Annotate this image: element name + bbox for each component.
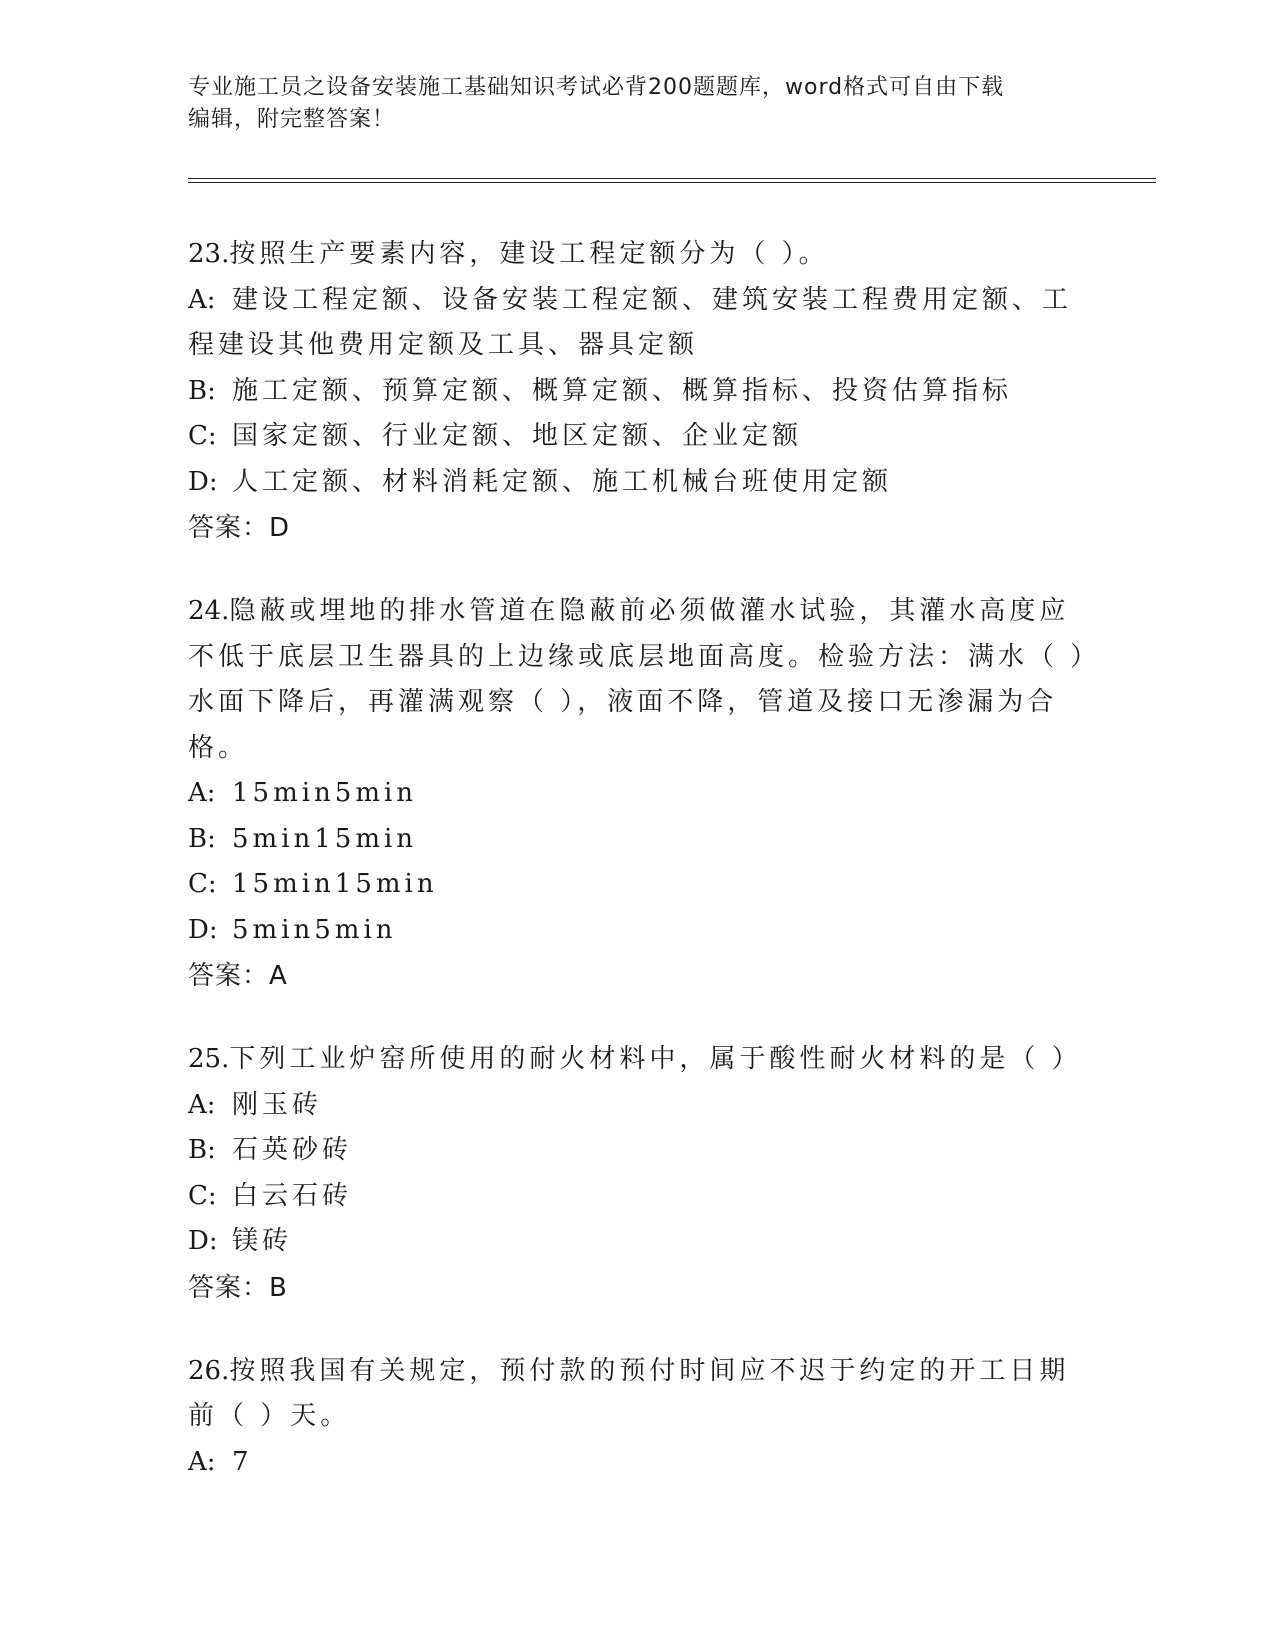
answer: 答案：B [188,1272,288,1303]
option-text: 施工定额、预算定额、概算定额、概算指标、投资估算指标 [232,375,1013,406]
option-d [188,908,1088,954]
option-b [188,1128,1088,1174]
question-number: 26. [188,1355,230,1386]
question-26 [188,1349,1088,1486]
option-a [188,771,1088,817]
option-text: 石英砂砖 [232,1135,353,1165]
question-23 [188,232,1088,551]
option-key: B: [188,823,216,854]
question-stem [188,1349,1088,1440]
question-text: 隐蔽或埋地的排水管道在隐蔽前必须做灌水试验，其灌水高度应不低于底层卫生器具的上边缘或底层地面高度。检验方法：满水（ ）水面下降后，再灌满观察（ ），液面不降，管道及接口无渗漏为合格。 [188,596,1088,763]
option-text: 人工定额、材料消耗定额、施工机械台班使用定额 [232,466,893,497]
question-list [188,232,1088,1523]
option-a [188,1440,1088,1486]
question-stem [188,232,1088,278]
question-number: 25. [188,1044,230,1074]
option-text: 15min5min [232,778,418,808]
option-key: B: [188,1135,216,1165]
option-d [188,1219,1088,1265]
header-line-1: 专业施工员之设备安装施工基础知识考试必背200题题库，word格式可自由下载 [188,75,1005,100]
option-text: 5min15min [232,823,418,854]
option-b [188,817,1088,863]
header-divider-top [188,178,1156,179]
answer: 答案：A [188,961,288,991]
option-key: C: [188,1180,217,1211]
option-key: C: [188,421,217,451]
option-key: D: [188,1226,218,1256]
option-text: 刚玉砖 [232,1089,323,1120]
option-text: 建设工程定额、设备安装工程定额、建筑安装工程费用定额、工程建设其他费用定额及工具、器具定额 [188,284,1073,360]
option-key: A: [188,1446,216,1477]
option-key: D: [188,466,218,497]
option-b [188,369,1088,415]
option-key: A: [188,778,216,808]
option-c [188,414,1088,460]
question-24 [188,589,1088,999]
option-key: A: [188,1089,216,1120]
option-text: 15min15min [232,869,438,899]
option-c [188,862,1088,908]
option-text: 国家定额、行业定额、地区定额、企业定额 [232,421,803,451]
option-text: 7 [232,1446,253,1477]
question-text: 下列工业炉窑所使用的耐火材料中，属于酸性耐火材料的是（ ） [229,1044,1082,1074]
answer: 答案：D [188,513,291,543]
header-line-2: 编辑，附完整答案！ [188,107,396,132]
header-divider-bottom [188,182,1156,183]
question-number: 24. [188,596,230,626]
question-text: 按照生产要素内容，建设工程定额分为（ ）。 [229,239,829,269]
option-text: 镁砖 [232,1226,293,1256]
option-key: D: [188,914,218,945]
question-number: 23. [188,239,230,269]
question-stem [188,589,1088,771]
question-stem [188,1037,1088,1083]
option-a [188,1083,1088,1129]
option-key: B: [188,375,216,406]
option-text: 5min5min [232,914,397,945]
option-key: A: [188,284,216,315]
question-25 [188,1037,1088,1311]
option-a [188,278,1088,369]
option-text: 白云石砖 [232,1180,353,1211]
option-c [188,1174,1088,1220]
option-d [188,460,1088,506]
question-text: 按照我国有关规定，预付款的预付时间应不迟于约定的开工日期前（ ）天。 [188,1355,1070,1431]
document-header [188,72,1088,136]
option-key: C: [188,869,217,899]
